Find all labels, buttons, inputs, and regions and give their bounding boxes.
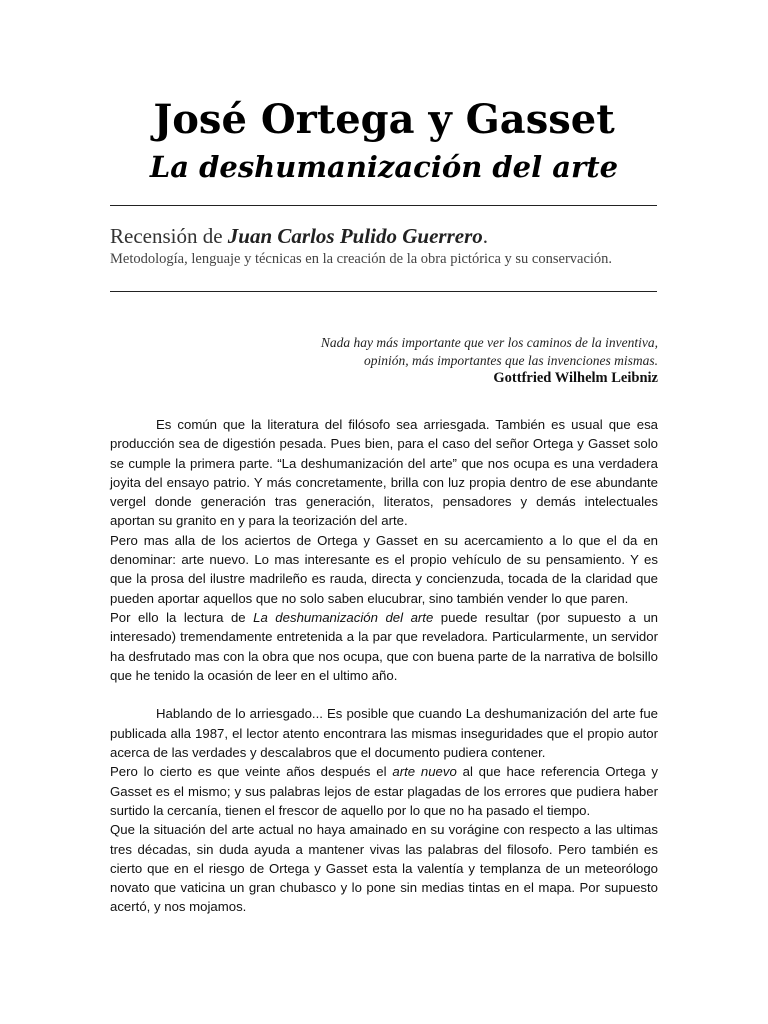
review-line xyxy=(110,222,670,250)
paragraph-3-end: puede resultar (por supuesto a un interesado) tremendamente entretenida a la par que reveladora. Particularmente, un servidor ha desfrutado mas con la obra que nos ocupa, que con buena parte de la narrativa de bolsillo que he tenido la ocasión de leer en el ultimo año. xyxy=(110,609,658,683)
epigraph-quote xyxy=(260,334,658,370)
paragraph-1: Es común que la literatura del filósofo sea arriesgada. También es usual que esa producción sea de digestión pesada. Pues bien, para el caso del señor Ortega y Gasset solo se cumple la primera parte. “La deshumanización del arte” que nos ocupa es una verdadera joyita del ensayo patrio. Y más concretamente, brilla con luz propia dentro de ese abundante vergel donde generación tras generación, literatos, pensadores y demás intelectuales aportan su granito en y para la teorización del arte. xyxy=(110,417,658,529)
paragraph-5-start: Pero lo cierto es que veinte años después el xyxy=(110,764,393,780)
arte-nuevo-reference: arte nuevo xyxy=(392,764,457,780)
epigraph-line-1: Nada hay más importante que ver los caminos de la inventiva, xyxy=(320,335,658,350)
paragraph-5-end: al que hace referencia Ortega y Gasset es el mismo; y sus palabras lejos de estar plagadas de los errores que pudiera haber surtido la cercanía, tienen el frescor de aquello por lo que no ha pasado el tiempo. xyxy=(110,764,658,818)
epigraph-line-2: opinión, más importantes que las invenciones mismas. xyxy=(364,353,658,368)
paragraph-6: Que la situación del arte actual no haya amainado en su vorágine con respecto a las ultimas tres décadas, sin duda ayuda a mantener vivas las palabras del filosofo. Pero también es cierto que en el riesgo de Ortega y Gasset esta la valentía y templanza de un meteorólogo novato que vaticina un gran chubasco y lo pone sin medias tintas en el mapa. Por supuesto acertó, y nos mojamos. xyxy=(110,822,658,915)
book-title-reference: La deshumanización del arte xyxy=(253,609,434,625)
article-body xyxy=(110,415,658,917)
paragraph-2: Pero mas alla de los aciertos de Ortega y Gasset en su acercamiento a lo que el da en denominar: arte nuevo. Lo mas interesante es el propio vehículo de su pensamiento. Y es que la prosa del ilustre madrileño es rauda, directa y concienzuda, tocada de la claridad que pueden aportar aquellos que no solo saben elucubrar, sino también vender lo que paren. xyxy=(110,532,658,606)
review-suffix: . xyxy=(482,224,489,248)
document-subtitle: La deshumanización del arte xyxy=(149,150,619,184)
top-divider xyxy=(110,205,657,206)
bottom-divider xyxy=(110,291,657,292)
paragraph-3-start: Por ello la lectura de xyxy=(110,609,254,625)
paragraph-3 xyxy=(110,608,658,685)
document-title: José Ortega y Gasset xyxy=(153,96,615,143)
epigraph-author: Gottfried Wilhelm Leibniz xyxy=(493,370,658,386)
paragraph-4: Hablando de lo arriesgado... Es posible que cuando La deshumanización del arte fue publicada alla 1987, el lector atento encontrara las mismas inseguridades que el propio autor acerca de las verdades y descalabros que el documento pudiera contener. xyxy=(110,706,658,761)
review-author: Juan Carlos Pulido Guerrero xyxy=(227,224,483,248)
review-affiliation: Metodología, lenguaje y técnicas en la creación de la obra pictórica y su conservación. xyxy=(110,251,613,267)
paragraph-5 xyxy=(110,762,658,820)
review-prefix: Recensión de xyxy=(110,224,228,248)
